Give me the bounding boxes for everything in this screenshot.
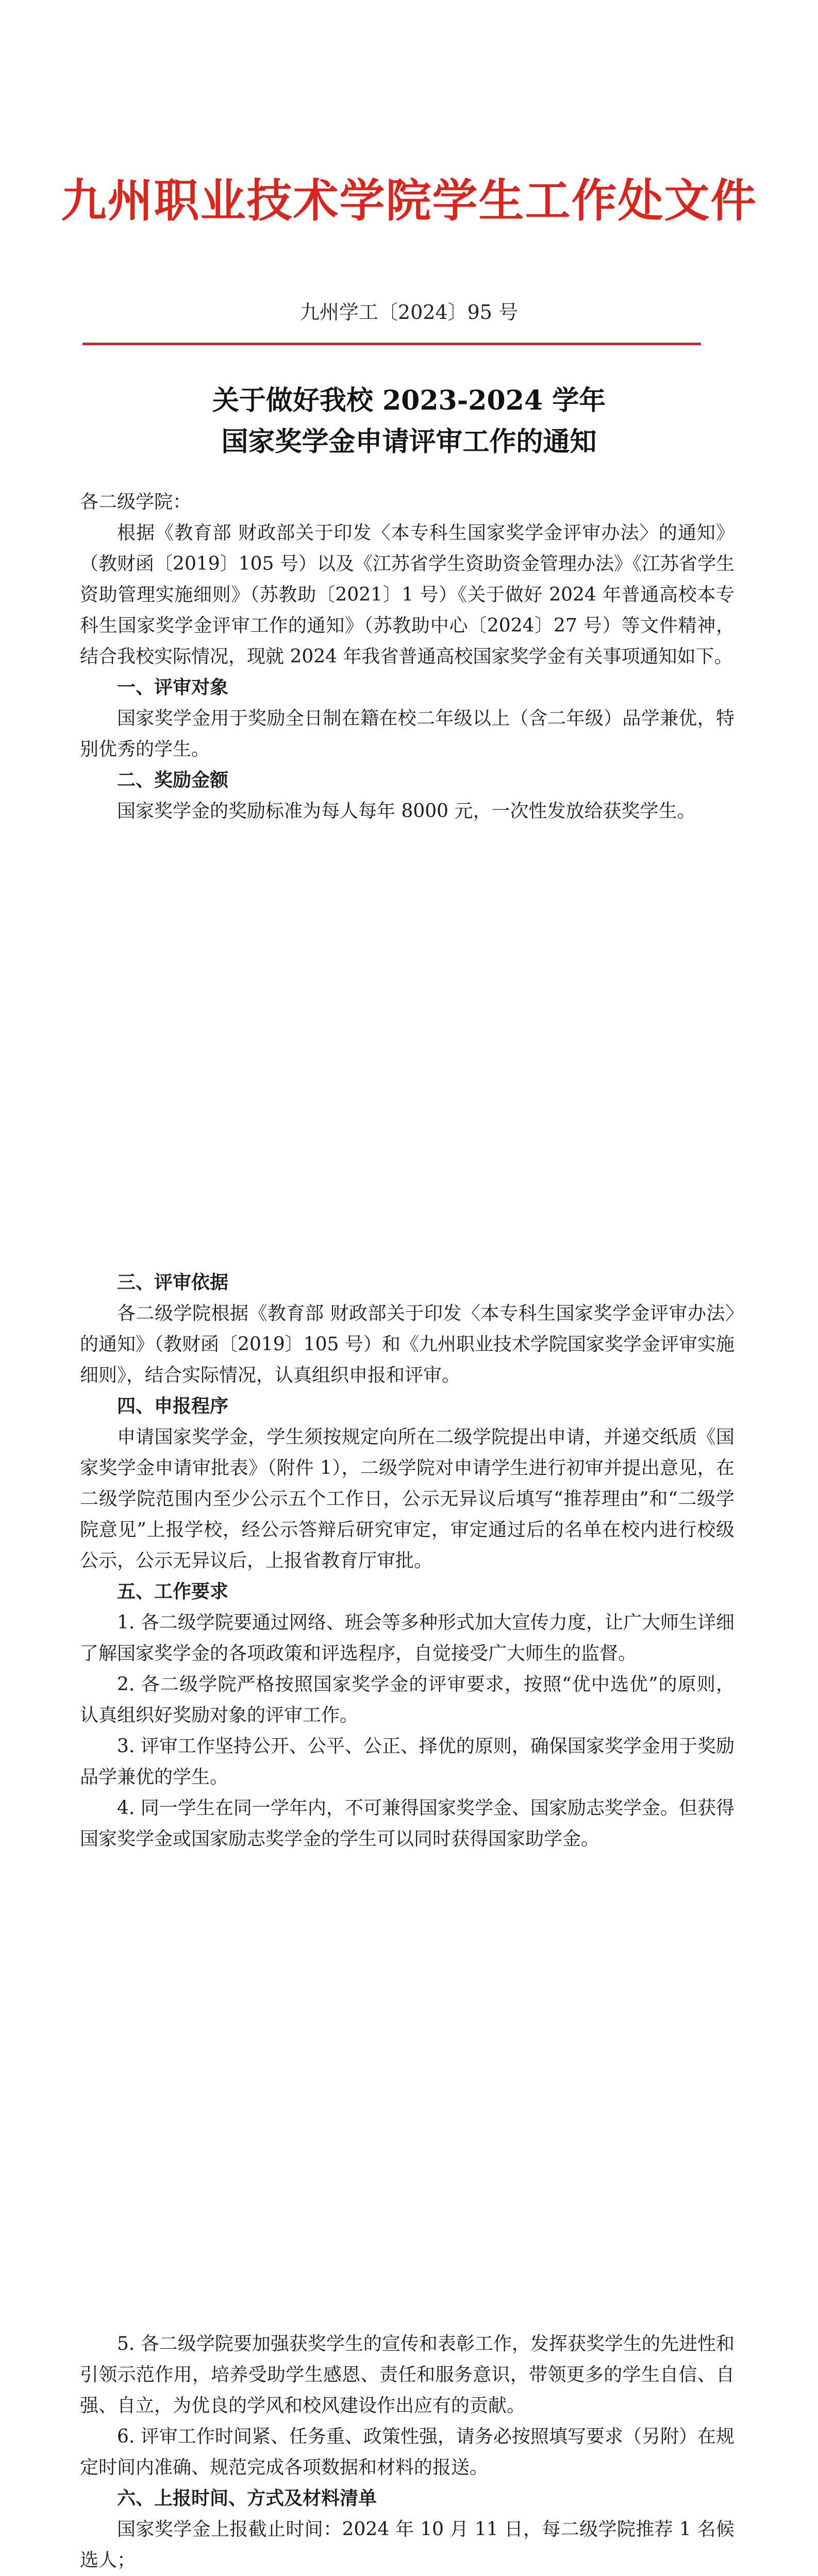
- section-5-item-6: 6. 评审工作时间紧、任务重、政策性强，请务必按照填写要求（另附）在规定时间内准确、规范完成各项数据和材料的报送。: [80, 2426, 734, 2478]
- section-1-heading: 一、评审对象: [117, 677, 229, 698]
- section-5-heading: 五、工作要求: [117, 1581, 229, 1602]
- section-3-text: 各二级学院根据《教育部 财政部关于印发〈本专科生国家奖学金评审办法〉的通知》（教财函〔2019〕105 号）和《九州职业技术学院国家奖学金评审实施细则》，结合实际情况，认真组织申报和评审。: [80, 1303, 734, 1386]
- document-header-title: 九州职业技术学院学生工作处文件: [61, 174, 757, 227]
- notice-title-line-1: 关于做好我校 2023-2024 学年: [212, 385, 606, 416]
- section-1-text: 国家奖学金用于奖励全日制在籍在校二年级以上（含二年级）品学兼优，特别优秀的学生。: [80, 708, 734, 760]
- salutation: 各二级学院：: [80, 492, 192, 513]
- section-5-item-2: 2. 各二级学院严格按照国家奖学金的评审要求，按照“优中选优”的原则，认真组织好奖励对象的评审工作。: [80, 1674, 734, 1726]
- section-4-heading: 四、申报程序: [117, 1396, 229, 1417]
- body-block-2: [80, 1267, 734, 1855]
- section-6-heading: 六、上报时间、方式及材料清单: [117, 2488, 377, 2509]
- header-red-divider: [82, 343, 701, 345]
- section-5-item-1: 1. 各二级学院要通过网络、班会等多种形式加大宣传力度，让广大师生详细了解国家奖学金的各项政策和评选程序，自觉接受广大师生的监督。: [80, 1612, 734, 1664]
- section-5-item-5: 5. 各二级学院要加强获奖学生的宣传和表彰工作，发挥获奖学生的先进性和引领示范作用，培养受助学生感恩、责任和服务意识，带领更多的学生自信、自强、自立，为优良的学风和校风建设作出应有的贡献。: [80, 2333, 734, 2416]
- body-block-3: [80, 2329, 734, 2576]
- section-2-text: 国家奖学金的奖励标准为每人每年 8000 元，一次性发放给获奖学生。: [117, 801, 696, 822]
- notice-title-line-2: 国家奖学金申请评审工作的通知: [221, 426, 597, 457]
- document-number: 九州学工〔2024〕95 号: [299, 301, 519, 324]
- section-6-text: 国家奖学金上报截止时间：2024 年 10 月 11 日，每二级学院推荐 1 名候选人；: [80, 2519, 734, 2571]
- body-block-1: [80, 487, 734, 827]
- section-4-text: 申请国家奖学金，学生须按规定向所在二级学院提出申请，并递交纸质《国家奖学金申请审批表》（附件 1），二级学院对申请学生进行初审并提出意见，在二级学院范围内至少公示五个工作日，公示无异议后填写“推荐理由”和“二级学院意见”上报学校，经公示答辩后研究审定，审定通过后的名单在校内进行校级公示，公示无异议后，上报省教育厅审批。: [80, 1427, 734, 1571]
- section-3-heading: 三、评审依据: [117, 1272, 229, 1293]
- intro-paragraph: 根据《教育部 财政部关于印发〈本专科生国家奖学金评审办法〉的通知》（教财函〔2019〕105 号）以及《江苏省学生资助资金管理办法》《江苏省学生资助管理实施细则》（苏教助〔2021〕1 号）《关于做好 2024 年普通高校本专科生国家奖学金评审工作的通知》（苏教助中心〔2024〕27 号）等文件精神，结合我校实际情况，现就 2024 年我省普通高校国家奖学金有关事项通知如下。: [80, 522, 734, 667]
- section-2-heading: 二、奖励金额: [117, 770, 229, 791]
- section-5-item-4: 4. 同一学生在同一学年内，不可兼得国家奖学金、国家励志奖学金。但获得国家奖学金或国家励志奖学金的学生可以同时获得国家助学金。: [80, 1798, 734, 1850]
- section-5-item-3: 3. 评审工作坚持公开、公平、公正、择优的原则，确保国家奖学金用于奖励品学兼优的学生。: [80, 1736, 734, 1788]
